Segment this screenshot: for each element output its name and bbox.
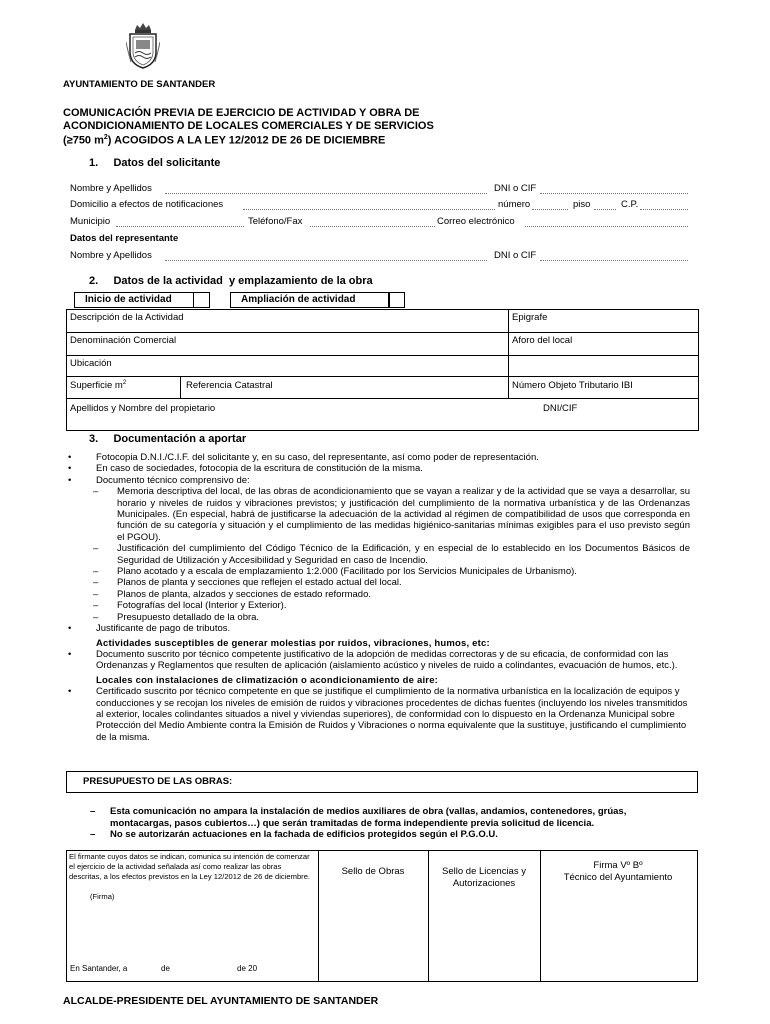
title-line-2: ACONDICIONAMIENTO DE LOCALES COMERCIALES Y DE SERVICIOS (63, 119, 434, 132)
divider (428, 850, 429, 981)
sello-obras: Sello de Obras (341, 866, 405, 877)
inicio-checkbox[interactable] (193, 292, 210, 308)
note-item: – Esta comunicación no ampara la instalación de medios auxiliares de obra (vallas, andamios, contenedores, grúas, montacargas, pasos cubiertos…) que serán tramitadas de forma independiente previa solicitud de licencia. (90, 806, 627, 829)
label-domicilio: Domicilio a efectos de notificaciones (70, 199, 224, 210)
descripcion-field[interactable]: Descripción de la Actividad (70, 312, 184, 323)
input-piso[interactable] (594, 200, 616, 210)
footer-title: ALCALDE-PRESIDENTE DEL AYUNTAMIENTO DE SANTANDER (63, 995, 379, 1007)
presupuesto-box[interactable] (66, 771, 698, 793)
input-nombre-representante[interactable] (165, 251, 487, 261)
firma-label: (Firma) (90, 892, 115, 901)
divider (66, 376, 698, 377)
input-dni[interactable] (540, 184, 688, 194)
divider (180, 376, 181, 398)
aforo-field[interactable]: Aforo del local (512, 335, 573, 346)
input-telefono[interactable] (310, 217, 435, 227)
divider (66, 355, 698, 356)
ampliacion-label: Ampliación de actividad (241, 294, 356, 305)
divider (508, 309, 509, 398)
label-municipio: Municipio (70, 216, 111, 227)
inicio-label: Inicio de actividad (85, 294, 172, 305)
org-name: AYUNTAMIENTO DE SANTANDER (63, 79, 216, 90)
ampliacion-checkbox[interactable] (388, 292, 405, 308)
notes (90, 806, 690, 841)
sello-licencias: Sello de Licencias y Autorizaciones (442, 866, 526, 889)
label-nombre-representante: Nombre y Apellidos (70, 250, 152, 261)
list-item: • Justificante de pago de tributos. (66, 623, 690, 634)
divider (540, 850, 541, 981)
vobo-block (542, 860, 694, 884)
documentation-list (66, 452, 690, 743)
label-cp: C.P. (621, 199, 639, 210)
list-item: • Fotocopia D.N.I./C.I.F. del solicitante y, en su caso, del representante, así como poder de representación. (66, 452, 690, 463)
representante-heading: Datos del representante (70, 233, 179, 244)
ibi-field[interactable]: Número Objeto Tributario IBI (512, 380, 633, 391)
presupuesto-label: PRESUPUESTO DE LAS OBRAS: (83, 776, 233, 787)
subheading-climatizacion: Locales con instalaciones de climatización o acondicionamiento de aire: (96, 674, 439, 686)
list-item: • Certificado suscrito por técnico competente en que se justifique el cumplimiento de la normativa urbanística en la localización de equipos y conducciones y se recojan los niveles de emisión de ruidos y vibraciones procedentes de dichas fuentes (incluyendo los niveles transmitidos al exterior, locales colindantes situados a nivel y viviendas superiores), de conformidad con lo dispuesto en la Ordenanza Municipal sobre Protección del Medio Ambiente contra la Emisión de Ruidos y Vibraciones o norma equivalente que la sustituye, justificando el cumplimiento de la misma. (66, 686, 690, 743)
denominacion-field[interactable]: Denominación Comercial (70, 335, 177, 346)
dni-cif-field[interactable]: DNI/CIF (543, 403, 578, 414)
input-cp[interactable] (640, 200, 688, 210)
list-item: • Documento técnico comprensivo de: (66, 475, 690, 486)
list-item: • En caso de sociedades, fotocopia de la escritura de constitución de la misma. (66, 463, 690, 474)
section-3-title: 3. Documentación a aportar (89, 433, 247, 445)
list-item: – Memoria descriptiva del local, de las obras de acondicionamiento que se vayan a realizar y de la actividad que se vaya a desarrollar, su horario y niveles de ruidos y vibraciones previstos; y justificación del cumplimiento de la normativa urbanística y de las Ordenanzas Municipales. (En especial, habrá de justificarse la adecuación de la actividad al régimen de compatibilidad de usos que corresponda en función de su categoría y situación y el cumplimiento de las medidas higiénico-sanitarias mínimas exigibles para el uso previsto según el PGOU). (66, 486, 690, 543)
label-piso: piso (573, 199, 591, 210)
section-2-title: 2. Datos de la actividad y emplazamiento de la obra (89, 275, 373, 287)
subheading-ruidos: Actividades susceptibles de generar molestias por ruidos, vibraciones, humos, etc: (96, 637, 490, 649)
propietario-field[interactable]: Apellidos y Nombre del propietario (70, 403, 216, 414)
note-item: – No se autorizarán actuaciones en la fachada de edificios protegidos según el P.G.O.U. (90, 829, 498, 840)
label-numero: número (498, 199, 531, 210)
inicio-option (74, 292, 210, 308)
ubicacion-field[interactable]: Ubicación (70, 358, 112, 369)
place-date[interactable]: En Santander, a de de 20 (70, 964, 258, 973)
ampliacion-option (230, 292, 390, 308)
declaration-text: El firmante cuyos datos se indican, comunica su intención de comenzar el ejercicio de la actividad señalada así como realizar las obras descritas, a los efectos previstos en la Ley 12/2012 de 26 de diciembre. (69, 852, 311, 881)
list-item: – Planos de planta y secciones que reflejen el estado actual del local. (66, 577, 690, 588)
list-item: • Documento suscrito por técnico competente justificativo de la adopción de medidas correctoras y de su eficacia, de conformidad con las Ordenanzas y Reglamentos que resulten de aplicación (aislamiento acústico y niveles de ruido a colindantes, evacuación de humos, etc.). (66, 649, 690, 672)
label-nombre: Nombre y Apellidos (70, 183, 152, 194)
input-nombre[interactable] (165, 184, 487, 194)
tecnico-label: Técnico del Ayuntamiento (563, 872, 673, 883)
title-line-1: COMUNICACIÓN PREVIA DE EJERCICIO DE ACTIVIDAD Y OBRA DE (63, 107, 420, 119)
title-line-3: (≥750 $m^2$) ACOGIDOS A LA LEY 12/2012 DE 26 DE DICIEMBRE (63, 134, 386, 147)
list-item: – Fotografías del local (Interior y Exterior). (66, 600, 690, 611)
epigrafe-field[interactable]: Epigrafe (512, 312, 548, 323)
input-municipio[interactable] (116, 217, 244, 227)
list-item: – Planos de planta, alzados y secciones de estado reformado. (66, 589, 690, 600)
input-correo[interactable] (525, 217, 688, 227)
list-item: – Justificación del cumplimiento del Código Técnico de la Edificación, y en especial de lo establecido en los Documentos Básicos de Seguridad de Utilización y Accesibilidad y Seguridad en caso de Incendio. (66, 543, 690, 566)
coat-of-arms-logo (126, 22, 160, 70)
input-numero[interactable] (532, 200, 568, 210)
label-telefono: Teléfono/Fax (248, 216, 303, 227)
document-title (63, 107, 434, 147)
catastral-field[interactable]: Referencia Catastral (186, 380, 273, 391)
divider (66, 332, 698, 333)
list-item: – Plano acotado y a escala de emplazamiento 1:2.000 (Facilitado por los Servicios Municipales de Urbanismo). (66, 566, 690, 577)
list-item: – Presupuesto detallado de la obra. (66, 612, 690, 623)
section-1-title: 1. Datos del solicitante (89, 157, 221, 169)
input-domicilio[interactable] (243, 200, 495, 210)
label-dni-representante: DNI o CIF (494, 250, 537, 261)
vobo-label: Firma Vº Bº (593, 860, 643, 871)
divider (66, 398, 698, 399)
input-dni-representante[interactable] (540, 251, 688, 261)
label-correo: Correo electrónico (437, 216, 515, 227)
superficie-field[interactable]: Superficie $m^2$ (70, 380, 127, 392)
label-dni: DNI o CIF (494, 183, 537, 194)
divider (318, 850, 319, 981)
